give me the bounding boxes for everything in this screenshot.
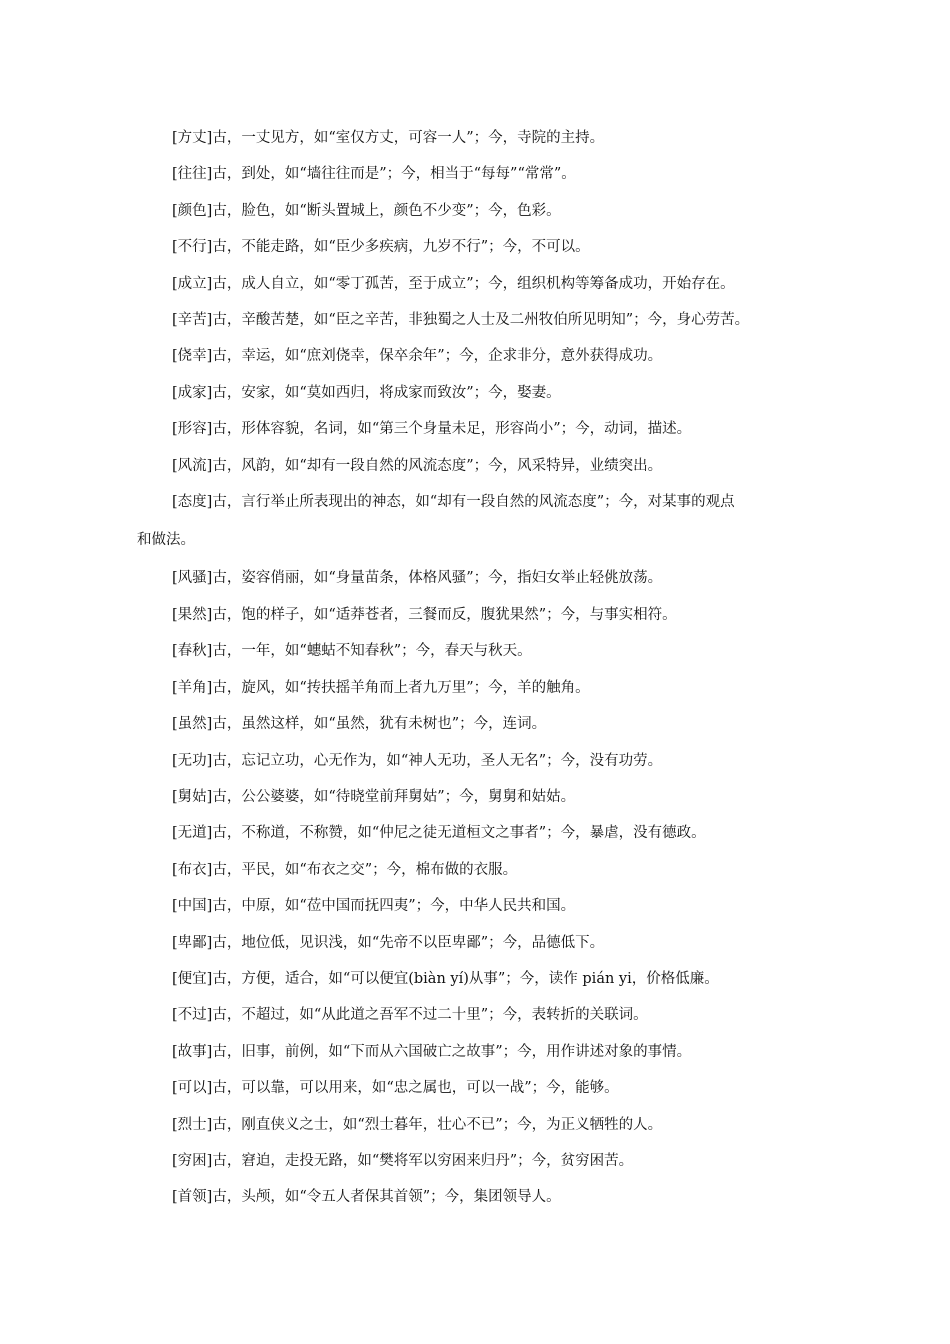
entry-jiugu: [舅姑]古，公公婆婆，如“待晓堂前拜舅姑”；今，舅舅和姑姑。 — [172, 788, 576, 805]
entry-beibi: [卑鄙]古，地位低，见识浅，如“先帝不以臣卑鄙”；今，品德低下。 — [172, 934, 605, 951]
entry-wudao: [无道]古，不称道，不称赞，如“仲尼之徒无道桓文之事者”；今，暴虐，没有德政。 — [172, 825, 706, 842]
entry-yanse: [颜色]古，脸色，如“断头置城上，颜色不少变”；今，色彩。 — [172, 202, 561, 219]
entry-taidu-continued: 和做法。 — [137, 532, 195, 549]
entry-chunqiu: [春秋]古，一年，如“蟪蛄不知春秋”；今，春天与秋天。 — [172, 643, 532, 660]
entry-wangwang: [往往]古，到处，如“墙往往而是”；今，相当于“每每”“常常”。 — [172, 166, 576, 183]
entry-zhongguo: [中国]古，中原，如“莅中国而抚四夷”；今，中华人民共和国。 — [172, 898, 576, 915]
entry-chengli: [成立]古，成人自立，如“零丁孤苦，至于成立”；今，组织机构等筹备成功，开始存在。 — [172, 275, 735, 292]
entry-fengsao: [风骚]古，姿容俏丽，如“身量苗条，体格风骚”；今，指妇女举止轻佻放荡。 — [172, 570, 663, 587]
word-list — [137, 120, 817, 1216]
entry-gushi: [故事]古，旧事，前例，如“下而从六国破亡之故事”；今，用作讲述对象的事情。 — [172, 1043, 692, 1060]
entry-keyi: [可以]古，可以靠，可以用来，如“忠之属也，可以一战”；今，能够。 — [172, 1080, 619, 1097]
entry-suiran: [虽然]古，虽然这样，如“虽然，犹有未树也”；今，连词。 — [172, 716, 547, 733]
entry-taidu: [态度]古，言行举止所表现出的神态，如“却有一段自然的风流态度”；今，对某事的观点 — [172, 494, 735, 511]
entry-buyi: [布衣]古，平民，如“布衣之交”；今，棉布做的衣服。 — [172, 861, 518, 878]
entry-xinku: [辛苦]古，辛酸苦楚，如“臣之辛苦，非独蜀之人士及二州牧伯所见明知”；今，身心劳苦。 — [172, 312, 750, 329]
entry-wugong: [无功]古，忘记立功，心无作为，如“神人无功，圣人无名”；今，没有功劳。 — [172, 752, 663, 769]
entry-buxing: [不行]古，不能走路，如“臣少多疾病，九岁不行”；今，不可以。 — [172, 239, 590, 256]
entry-qiongkun: [穷困]古，窘迫，走投无路，如“樊将军以穷困来归丹”；今，贫穷困苦。 — [172, 1152, 634, 1169]
entry-jiaoxing: [侥幸]古，幸运，如“庶刘侥幸，保卒余年”；今，企求非分，意外获得成功。 — [172, 348, 663, 365]
entry-chengjia: [成家]古，安家，如“莫如西归，将成家而致汝”；今，娶妻。 — [172, 384, 561, 401]
entry-yangjiao: [羊角]古，旋风，如“抟扶摇羊角而上者九万里”；今，羊的触角。 — [172, 679, 590, 696]
entry-fangzhang: [方丈]古，一丈见方，如“室仅方丈，可容一人”；今，寺院的主持。 — [172, 130, 605, 146]
entry-fengliu: [风流]古，风韵，如“却有一段自然的风流态度”；今，风采特异，业绩突出。 — [172, 457, 663, 474]
entry-pianyi: [便宜]古，方便，适合，如“可以便宜(biàn yí)从事”；今，读作 pián yi，价格低廉。 — [172, 970, 719, 987]
entry-guoran: [果然]古，饱的样子，如“适莽苍者，三餐而反，腹犹果然”；今，与事实相符。 — [172, 606, 677, 623]
entry-shouling: [首领]古，头颅，如“令五人者保其首领”；今，集团领导人。 — [172, 1189, 561, 1206]
entry-lieshi: [烈士]古，刚直侠义之士，如“烈士暮年，壮心不已”；今，为正义牺牲的人。 — [172, 1116, 663, 1133]
entry-buguo: [不过]古，不超过，如“从此道之吾军不过二十里”；今，表转折的关联词。 — [172, 1007, 648, 1024]
entry-xingrong: [形容]古，形体容貌，名词，如“第三个身量未足，形容尚小”；今，动词，描述。 — [172, 421, 692, 438]
